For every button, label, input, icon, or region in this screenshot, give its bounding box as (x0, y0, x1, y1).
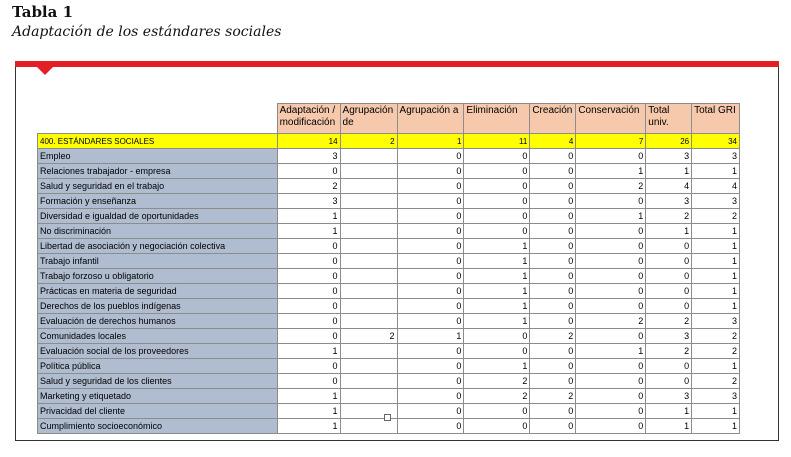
table-cell: 0 (530, 359, 576, 374)
table-cell (340, 179, 397, 194)
table-cell: 0 (576, 224, 646, 239)
row-label: Relaciones trabajador - empresa (38, 164, 278, 179)
table-cell: 0 (530, 179, 576, 194)
table-cell: 1 (464, 269, 530, 284)
table-cell: 0 (576, 269, 646, 284)
table-cell: 0 (277, 299, 340, 314)
table-cell: 0 (530, 314, 576, 329)
summary-label: 400. ESTÁNDARES SOCIALES (38, 134, 278, 149)
table-cell: 0 (277, 329, 340, 344)
table-cell: 1 (464, 299, 530, 314)
table-cell: 1 (692, 299, 740, 314)
table-cell: 0 (530, 419, 576, 434)
table-cell: 0 (576, 404, 646, 419)
table-cell: 0 (277, 164, 340, 179)
table-cell: 0 (576, 329, 646, 344)
table-cell: 2 (277, 179, 340, 194)
table-cell: 0 (277, 314, 340, 329)
table-cell: 1 (692, 254, 740, 269)
table-cell: 3 (646, 389, 692, 404)
table-cell: 0 (277, 269, 340, 284)
table-cell: 2 (576, 179, 646, 194)
table-cell: 1 (277, 209, 340, 224)
table-cell: 0 (397, 359, 464, 374)
table-cell: 0 (397, 344, 464, 359)
table-cell: 3 (646, 194, 692, 209)
table-cell: 1 (277, 419, 340, 434)
table-cell: 1 (646, 164, 692, 179)
table-cell: 0 (277, 254, 340, 269)
table-cell: 1 (576, 344, 646, 359)
table-cell (340, 344, 397, 359)
column-header: Conservación (576, 104, 646, 134)
standards-table (37, 103, 740, 434)
row-label: Derechos de los pueblos indígenas (38, 299, 278, 314)
summary-cell: 1 (397, 134, 464, 149)
table-cell: 1 (576, 164, 646, 179)
table-cell: 2 (576, 314, 646, 329)
table-cell (340, 209, 397, 224)
table-number: Tabla 1 (12, 3, 74, 21)
table-cell: 1 (692, 359, 740, 374)
column-header: Total GRI (692, 104, 740, 134)
table-cell: 0 (576, 284, 646, 299)
table-cell: 0 (530, 269, 576, 284)
table-cell: 1 (692, 269, 740, 284)
column-header: Adaptación / modificación (277, 104, 340, 134)
row-label: Trabajo infantil (38, 254, 278, 269)
table-cell: 0 (464, 404, 530, 419)
table-row (38, 374, 740, 389)
table-cell: 0 (646, 359, 692, 374)
column-header: Total univ. (646, 104, 692, 134)
row-label: Cumplimiento socioeconómico (38, 419, 278, 434)
table-cell: 0 (530, 224, 576, 239)
table-cell: 0 (530, 344, 576, 359)
table-cell: 0 (530, 149, 576, 164)
table-cell: 2 (464, 374, 530, 389)
table-cell: 1 (692, 419, 740, 434)
table-cell: 0 (576, 149, 646, 164)
table-cell: 0 (530, 239, 576, 254)
table-cell: 2 (692, 344, 740, 359)
table-cell: 0 (530, 284, 576, 299)
table-cell: 0 (576, 239, 646, 254)
row-label: Política pública (38, 359, 278, 374)
table-cell: 1 (692, 284, 740, 299)
row-label: Evaluación de derechos humanos (38, 314, 278, 329)
table-cell: 0 (277, 359, 340, 374)
table-row (38, 254, 740, 269)
table-cell: 1 (692, 239, 740, 254)
table-cell: 0 (530, 209, 576, 224)
table-cell (340, 374, 397, 389)
table-cell: 0 (530, 254, 576, 269)
table-cell: 0 (576, 389, 646, 404)
table-cell: 1 (646, 404, 692, 419)
table-row (38, 284, 740, 299)
spreadsheet-image (37, 103, 740, 431)
column-header: Agrupación a (397, 104, 464, 134)
table-cell: 3 (692, 389, 740, 404)
table-cell: 1 (464, 239, 530, 254)
column-header: Eliminación (464, 104, 530, 134)
table-cell: 1 (277, 389, 340, 404)
table-cell: 0 (397, 314, 464, 329)
table-cell: 0 (464, 194, 530, 209)
table-cell: 2 (464, 389, 530, 404)
table-row (38, 209, 740, 224)
table-cell: 1 (464, 359, 530, 374)
table-cell: 0 (397, 284, 464, 299)
table-cell (340, 299, 397, 314)
table-cell: 0 (646, 284, 692, 299)
row-label: Formación y enseñanza (38, 194, 278, 209)
table-cell (340, 164, 397, 179)
table-cell: 3 (692, 194, 740, 209)
table-row (38, 194, 740, 209)
table-header-row (38, 104, 740, 134)
row-label: No discriminación (38, 224, 278, 239)
table-cell (340, 254, 397, 269)
table-cell: 2 (692, 209, 740, 224)
header-blank-cell (38, 104, 278, 134)
table-cell: 0 (646, 269, 692, 284)
table-cell: 0 (397, 389, 464, 404)
table-cell: 0 (397, 149, 464, 164)
column-header: Creación (530, 104, 576, 134)
table-cell: 1 (277, 404, 340, 419)
summary-cell: 34 (692, 134, 740, 149)
table-cell: 0 (576, 359, 646, 374)
table-cell: 0 (530, 164, 576, 179)
table-cell: 0 (530, 299, 576, 314)
table-cell: 0 (576, 374, 646, 389)
table-cell: 0 (576, 194, 646, 209)
table-cell: 3 (277, 149, 340, 164)
table-cell: 2 (340, 329, 397, 344)
table-row (38, 299, 740, 314)
table-row (38, 224, 740, 239)
table-row (38, 239, 740, 254)
resize-handle[interactable] (384, 414, 391, 421)
summary-cell: 4 (530, 134, 576, 149)
summary-cell: 26 (646, 134, 692, 149)
table-cell: 0 (397, 164, 464, 179)
table-cell: 0 (397, 269, 464, 284)
table-row (38, 389, 740, 404)
table-cell: 0 (646, 374, 692, 389)
row-label: Comunidades locales (38, 329, 278, 344)
table-cell: 1 (646, 419, 692, 434)
table-cell: 0 (646, 299, 692, 314)
table-cell (340, 239, 397, 254)
row-label: Diversidad e igualdad de oportunidades (38, 209, 278, 224)
summary-row (38, 134, 740, 149)
table-cell: 0 (397, 299, 464, 314)
column-header: Agrupación de (340, 104, 397, 134)
table-cell: 0 (464, 224, 530, 239)
table-row (38, 179, 740, 194)
row-label: Trabajo forzoso u obligatorio (38, 269, 278, 284)
table-cell: 2 (646, 314, 692, 329)
table-row (38, 359, 740, 374)
table-cell: 1 (464, 314, 530, 329)
table-cell: 3 (692, 149, 740, 164)
table-row (38, 344, 740, 359)
table-cell: 0 (464, 329, 530, 344)
table-cell (340, 284, 397, 299)
table-cell: 1 (692, 164, 740, 179)
summary-cell: 2 (340, 134, 397, 149)
table-cell: 1 (277, 224, 340, 239)
red-rule (15, 61, 779, 67)
row-label: Empleo (38, 149, 278, 164)
table-cell: 0 (464, 209, 530, 224)
row-label: Salud y seguridad en el trabajo (38, 179, 278, 194)
table-cell: 4 (692, 179, 740, 194)
table-cell: 1 (646, 224, 692, 239)
table-cell: 0 (397, 254, 464, 269)
table-cell: 4 (646, 179, 692, 194)
table-cell: 1 (464, 284, 530, 299)
table-cell (340, 389, 397, 404)
table-cell (340, 269, 397, 284)
table-cell: 0 (530, 374, 576, 389)
table-cell: 1 (277, 344, 340, 359)
table-row (38, 149, 740, 164)
table-cell: 1 (692, 404, 740, 419)
table-cell: 3 (646, 149, 692, 164)
table-cell (340, 314, 397, 329)
table-cell: 2 (646, 209, 692, 224)
table-cell: 0 (277, 374, 340, 389)
summary-cell: 11 (464, 134, 530, 149)
row-label: Prácticas en materia de seguridad (38, 284, 278, 299)
table-cell: 2 (692, 374, 740, 389)
table-subtitle: Adaptación de los estándares sociales (12, 24, 282, 40)
table-cell: 2 (530, 389, 576, 404)
table-cell: 0 (464, 419, 530, 434)
table-cell (340, 194, 397, 209)
table-cell: 1 (692, 224, 740, 239)
table-cell: 2 (692, 329, 740, 344)
table-cell (340, 149, 397, 164)
table-cell: 1 (576, 209, 646, 224)
row-label: Salud y seguridad de los clientes (38, 374, 278, 389)
summary-cell: 14 (277, 134, 340, 149)
table-cell: 0 (397, 404, 464, 419)
table-cell: 2 (646, 344, 692, 359)
table-cell: 0 (464, 149, 530, 164)
table-cell: 1 (397, 329, 464, 344)
table-row (38, 269, 740, 284)
table-cell: 0 (576, 419, 646, 434)
row-label: Marketing y etiquetado (38, 389, 278, 404)
table-cell: 0 (646, 254, 692, 269)
table-cell: 2 (530, 329, 576, 344)
table-row (38, 314, 740, 329)
row-label: Privacidad del cliente (38, 404, 278, 419)
table-cell: 0 (397, 374, 464, 389)
table-cell: 0 (530, 194, 576, 209)
table-cell: 0 (464, 179, 530, 194)
table-cell: 0 (397, 209, 464, 224)
table-cell: 0 (397, 239, 464, 254)
table-cell (340, 359, 397, 374)
table-cell: 3 (646, 329, 692, 344)
summary-cell: 7 (576, 134, 646, 149)
table-cell: 0 (646, 239, 692, 254)
table-row (38, 164, 740, 179)
table-cell: 0 (397, 419, 464, 434)
table-cell (340, 224, 397, 239)
row-label: Evaluación social de los proveedores (38, 344, 278, 359)
table-row (38, 329, 740, 344)
table-cell: 0 (397, 194, 464, 209)
table-cell: 0 (397, 179, 464, 194)
table-cell: 0 (397, 224, 464, 239)
table-cell: 1 (464, 254, 530, 269)
table-cell: 3 (277, 194, 340, 209)
table-cell: 0 (277, 284, 340, 299)
table-cell: 0 (464, 164, 530, 179)
table-cell: 0 (576, 299, 646, 314)
row-label: Libertad de asociación y negociación colectiva (38, 239, 278, 254)
table-cell: 3 (692, 314, 740, 329)
table-cell: 0 (464, 344, 530, 359)
table-cell: 0 (277, 239, 340, 254)
table-cell: 0 (530, 404, 576, 419)
table-cell: 0 (576, 254, 646, 269)
red-pointer-icon (37, 67, 53, 75)
